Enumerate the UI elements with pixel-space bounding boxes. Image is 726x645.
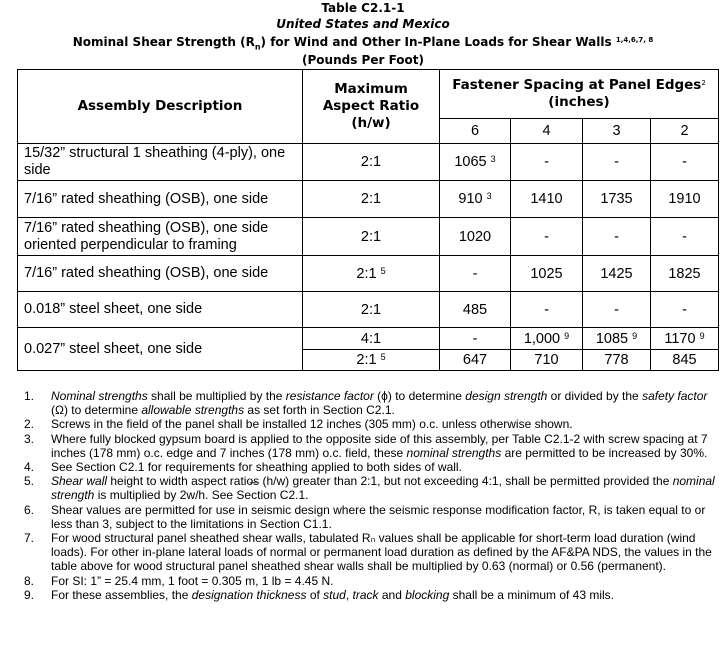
assembly-desc: 7/16” rated sheathing (OSB), one side (18, 256, 303, 292)
footnote (24, 389, 720, 417)
value: 1,000 (523, 330, 561, 347)
note-text: Shear values are permitted for use in seismic design where the seismic response modification factor, R, is taken equal to or less than 3, subject to the limitations in Section C1.1. (51, 502, 706, 531)
note-emphasis: allowable strengths (141, 403, 245, 418)
aspect-ratio-cell (303, 181, 440, 218)
value: - (544, 301, 549, 318)
footnote (24, 474, 720, 502)
value: - (682, 154, 687, 170)
value-cell (440, 256, 511, 292)
note-text: as set forth in Section C2.1. (244, 403, 395, 418)
value-cell (583, 350, 651, 371)
value-cell (651, 328, 719, 350)
value: - (472, 330, 478, 347)
note-emphasis: blocking (405, 587, 450, 602)
value-cell (583, 328, 651, 350)
value-cell (511, 292, 583, 328)
table-row (18, 144, 719, 181)
note-emphasis: Shear wall (51, 474, 108, 489)
spacing-units: (inches) (548, 94, 610, 110)
table-row (18, 328, 719, 350)
value-cell (583, 144, 651, 181)
ratio-footnote: 5 (380, 352, 386, 362)
aspect-ratio-cell (303, 292, 440, 328)
value-footnote: 9 (699, 330, 705, 341)
note-text: For wood structural panel sheathed shear walls, tabulated Rₙ values shall be applicable for short-term load duration (wind loads). For other in-plane lateral loads of normal or permanent load duration as defined by the AF&PA NDS, the values in the table above for wood structural panel sheathed shear walls shall be multiplied by 0.63 (normal) or 0.56 (permanent). (51, 531, 712, 574)
header-fastener-spacing (440, 70, 719, 119)
note-text: and (378, 587, 406, 602)
note-emphasis: design strength (465, 389, 548, 403)
spacing-2: 2 (651, 119, 719, 144)
spacing-6: 6 (440, 119, 511, 144)
note-emphasis: safety factor (642, 389, 708, 403)
note-text: For SI: 1” = 25.4 mm, 1 foot = 0.305 m, 1 lb = 4.45 N. (51, 573, 334, 588)
value: 1085 (595, 330, 629, 347)
table-row (18, 181, 719, 218)
note-text: shall be a minimum of 43 mils. (449, 587, 615, 602)
value-cell (511, 350, 583, 371)
value: - (614, 301, 619, 318)
value: 485 (462, 301, 488, 318)
note-text: Screws in the field of the panel shall be installed 12 inches (305 mm) o.c. unless otherwise shown. (51, 417, 573, 432)
shear-strength-table (17, 69, 719, 371)
aspect-ratio-cell (303, 144, 440, 181)
footnote-number: 2. (24, 417, 35, 432)
value-cell (511, 256, 583, 292)
footnote (24, 432, 720, 460)
ratio-footnote: 5 (380, 265, 386, 276)
note-emphasis: track (352, 587, 379, 602)
value-cell (651, 218, 719, 256)
value-footnote: 3 (486, 191, 492, 201)
footnote (24, 460, 720, 474)
value: 778 (604, 352, 629, 368)
value-cell (651, 144, 719, 181)
ratio-value: 2:1 (356, 352, 377, 368)
value-cell (651, 181, 719, 218)
value-cell (511, 218, 583, 256)
assembly-desc: 15/32” structural 1 sheathing (4-ply), one side (18, 144, 303, 181)
title-text: Nominal Shear Strength (R (72, 35, 255, 49)
value-cell (440, 328, 511, 350)
value-cell (511, 144, 583, 181)
table-title (0, 35, 726, 54)
value-footnote: 9 (632, 330, 638, 341)
title-text-rest: ) for Wind and Other In-Plane Loads for Shear Walls (260, 35, 612, 49)
aspect-ratio-cell (303, 218, 440, 256)
value: 1825 (668, 265, 701, 282)
value-cell (651, 292, 719, 328)
value: 1425 (600, 265, 633, 282)
assembly-desc: 7/16” rated sheathing (OSB), one side (18, 181, 303, 218)
value-cell (440, 292, 511, 328)
value: 1735 (600, 191, 633, 207)
footnote (24, 588, 720, 602)
value-cell (651, 256, 719, 292)
value-footnote: 9 (564, 330, 570, 341)
footnote (24, 417, 720, 431)
ratio-value: 2:1 (356, 265, 377, 282)
header-assembly: Assembly Description (18, 70, 303, 144)
table-row (18, 218, 719, 256)
value-cell (583, 181, 651, 218)
ratio-value: 2:1 (360, 301, 382, 318)
note-emphasis: nominal strength (51, 474, 715, 503)
value: 1065 (454, 154, 487, 170)
note-text: of (306, 587, 324, 602)
assembly-desc: 7/16” rated sheathing (OSB), one side oriented perpendicular to framing (18, 218, 303, 256)
footnote-number: 9. (24, 587, 35, 602)
footnote-number: 1. (24, 389, 35, 403)
value: 710 (534, 352, 559, 368)
value: 647 (462, 352, 488, 368)
value-cell (651, 350, 719, 371)
note-emphasis: resistance factor (285, 389, 374, 403)
table-region: United States and Mexico (276, 17, 450, 31)
footnote (24, 503, 720, 531)
footnote-number: 4. (24, 460, 35, 475)
spacing-footnote: 2 (701, 79, 706, 87)
title-footnotes: 1,4,6,7, 8 (615, 36, 654, 44)
spacing-3: 3 (583, 119, 651, 144)
value: - (682, 301, 687, 318)
ratio-value: 2:1 (360, 154, 382, 170)
value-cell (440, 181, 511, 218)
ratio-value: 4:1 (360, 330, 382, 347)
header-aspect-ratio: Maximum Aspect Ratio (h/w) (303, 70, 440, 144)
value: - (614, 154, 619, 170)
value-cell (583, 256, 651, 292)
note-emphasis: nominal strengths (406, 445, 502, 460)
value: 1020 (458, 228, 492, 245)
assembly-desc: 0.027” steel sheet, one side (18, 328, 303, 371)
note-text: (ϕ) to determine (373, 389, 466, 403)
value-cell (440, 144, 511, 181)
value-cell (440, 218, 511, 256)
note-text: shall be multiplied by the (147, 389, 286, 403)
footnote-number: 7. (24, 531, 35, 546)
value-cell (511, 328, 583, 350)
value-cell (583, 292, 651, 328)
aspect-ratio-cell (303, 350, 440, 371)
note-text: Where fully blocked gypsum board is applied to the opposite side of this assembly, per Table C2.1-2 with screw spacing at 7 inches (178 mm) o.c. edge and 7 inches (178 mm) o.c. field, these (51, 431, 708, 460)
assembly-desc: 0.018” steel sheet, one side (18, 292, 303, 328)
footnote (24, 574, 720, 588)
note-text: is multiplied by 2w/h. See Section C2.1. (94, 488, 309, 503)
value: - (544, 154, 549, 170)
footnote-number: 6. (24, 502, 35, 517)
value-cell (583, 218, 651, 256)
spacing-4: 4 (511, 119, 583, 144)
aspect-ratio-cell (303, 328, 440, 350)
ratio-value: 2:1 (360, 191, 382, 207)
note-text: or divided by the (547, 389, 643, 403)
value: 910 (458, 191, 483, 207)
value-footnote: 3 (490, 154, 496, 164)
value: - (472, 265, 478, 282)
note-text: height to width aspect ratio̶s (h/w) greater than 2:1, but not exceeding 4:1, shall be permitted provided the (107, 474, 673, 489)
value-cell (440, 350, 511, 371)
note-emphasis: Nominal strengths (51, 389, 148, 403)
title-subscript: n (254, 42, 261, 52)
value-cell (511, 181, 583, 218)
value: 1410 (530, 191, 563, 207)
note-text: , (345, 587, 353, 602)
footnote-number: 3. (24, 431, 35, 446)
note-emphasis: designation thickness (191, 587, 307, 602)
value: 1910 (668, 191, 701, 207)
value: - (544, 228, 549, 245)
value: - (614, 228, 619, 245)
note-text: For these assemblies, the (51, 587, 192, 602)
note-text: are permitted to be increased by 30%. (501, 445, 708, 460)
footnote-number: 8. (24, 573, 35, 588)
table-id: Table C2.1-1 (321, 1, 405, 15)
table-row (18, 292, 719, 328)
footnote-number: 5. (24, 474, 35, 489)
note-emphasis: stud (323, 587, 346, 602)
value: 845 (672, 352, 697, 368)
aspect-ratio-cell (303, 256, 440, 292)
ratio-value: 2:1 (360, 228, 382, 245)
spacing-label: Fastener Spacing at Panel Edges (452, 77, 702, 93)
note-text: (Ω) to determine (51, 403, 142, 418)
table-row (18, 256, 719, 292)
value: 1170 (664, 330, 696, 347)
footnotes (24, 389, 720, 602)
table-units: (Pounds Per Foot) (302, 53, 424, 67)
note-text: See Section C2.1 for requirements for sheathing applied to both sides of wall. (51, 460, 462, 475)
footnote (24, 531, 720, 574)
value: 1025 (530, 265, 563, 282)
value: - (682, 228, 687, 245)
